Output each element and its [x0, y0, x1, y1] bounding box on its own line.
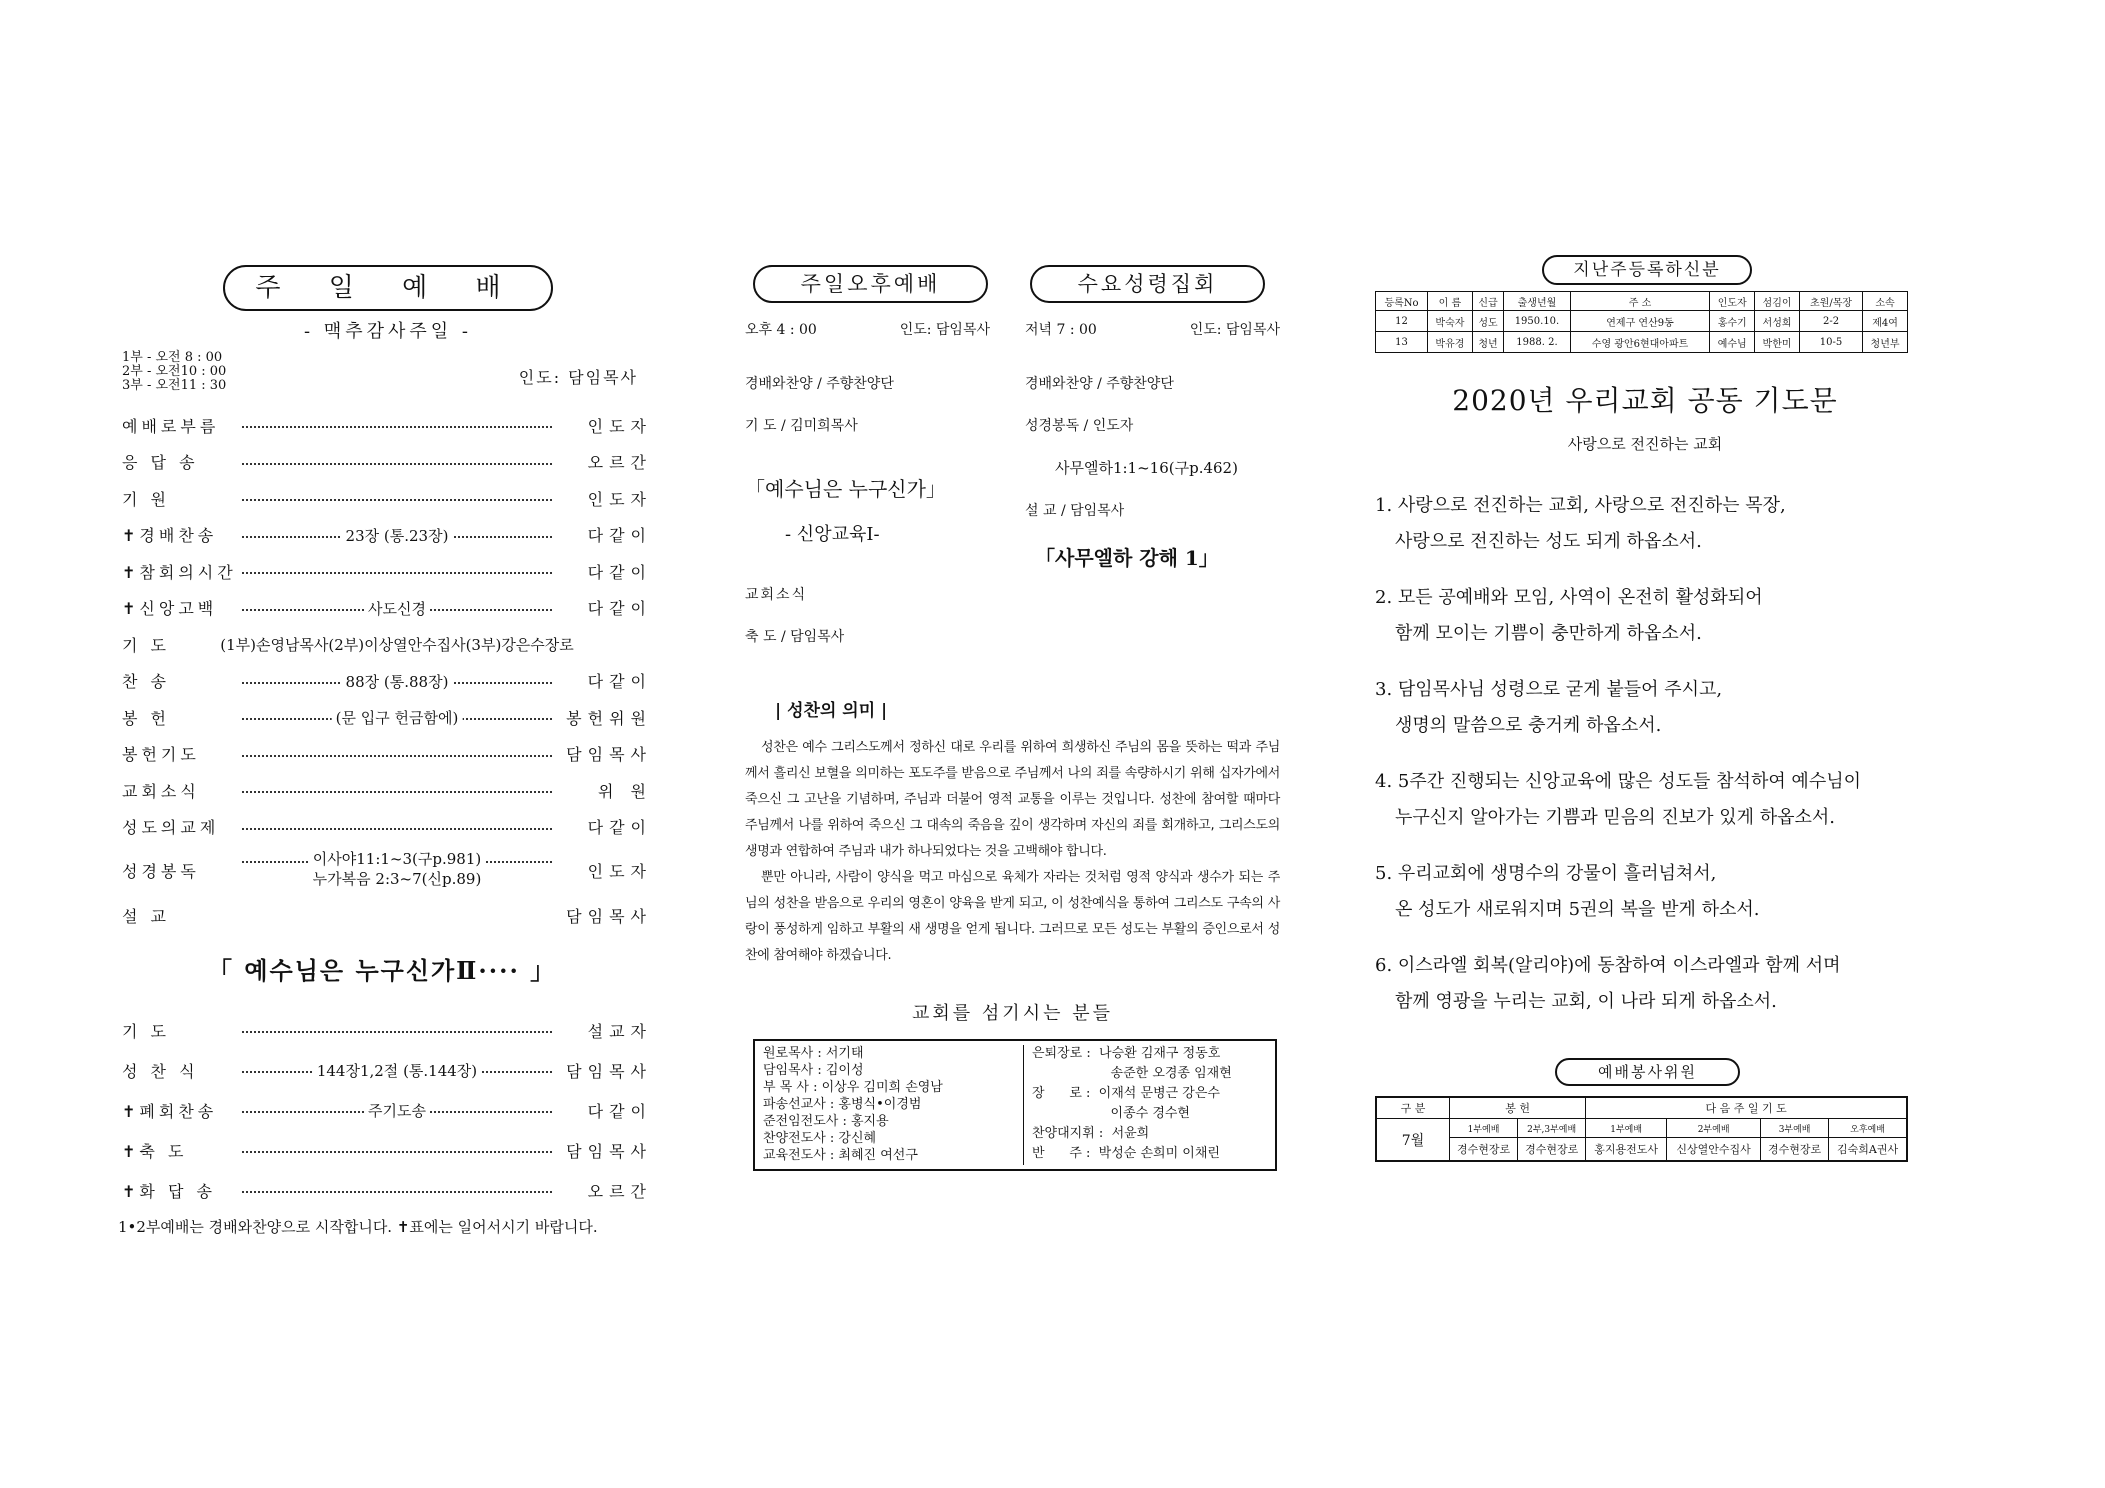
pm-praise: 경배와찬양 / 주향찬양단 — [745, 376, 894, 392]
prayer-line: 온 성도가 새로워지며 5권의 복을 받게 하소서. — [1395, 899, 1760, 920]
newcomer-header-cell: 이 름 — [1428, 292, 1473, 311]
order-row — [122, 553, 652, 590]
duty-offering: 봉 헌 — [1450, 1097, 1586, 1119]
order-label: 설 교 — [122, 906, 170, 926]
wed-time: 저녁 7 : 00 — [1025, 322, 1097, 338]
newcomer-header-cell: 등록No — [1376, 292, 1428, 311]
order-row — [122, 1050, 652, 1090]
service-times — [122, 351, 226, 393]
wed-reading-ref: 사무엘하1:1~16(구p.462) — [1055, 459, 1238, 477]
order-who: 담임목사 — [566, 1141, 652, 1161]
wednesday-service-title: 수요성령집회 — [1030, 265, 1265, 303]
newcomer-cell: 성도 — [1472, 311, 1503, 332]
prayer-line: 생명의 말씀으로 충거케 하옵소서. — [1395, 715, 1662, 736]
wed-praise: 경배와찬양 / 주향찬양단 — [1025, 376, 1174, 392]
prayer-line: 누구신지 알아가는 기쁨과 믿음의 진보가 있게 하옵소서. — [1395, 807, 1835, 828]
order-dots — [242, 744, 552, 764]
order-dots — [242, 488, 552, 508]
middle-column — [745, 255, 1285, 1171]
pm-sermon-sub: - 신앙교육Ⅰ- — [785, 524, 880, 545]
pm-sermon-title: 「예수님은 누구신가」 — [745, 477, 946, 501]
reading-ref-1: 이사야11:1~3(구p.981) — [309, 848, 485, 869]
newcomer-cell: 1950.10. — [1504, 311, 1571, 332]
duty-sub-cell: 2부,3부예배 — [1518, 1119, 1586, 1138]
prayer-item — [1375, 672, 1935, 744]
order-who: 다같이 — [587, 1101, 652, 1121]
prayer-item — [1375, 764, 1935, 836]
order-label: 성도의교제 — [122, 818, 220, 838]
order-who: 봉헌위원 — [566, 708, 652, 728]
footnote: 1•2부예배는 경배와찬양으로 시작합니다. ✝표에는 일어서시기 바랍니다. — [118, 1218, 598, 1236]
order-who: 인도자 — [587, 489, 652, 509]
order-label: 봉 헌 — [122, 708, 170, 728]
staff-line: 교육전도사 : 최혜진 여선구 — [763, 1148, 918, 1163]
order-label: 교회소식 — [122, 781, 200, 801]
order-dots — [242, 707, 552, 727]
order-dots — [242, 525, 552, 545]
staff-line: 찬양대지휘 : 서윤희 — [1032, 1126, 1150, 1141]
order-dots — [242, 780, 552, 800]
order-dots — [242, 415, 552, 435]
duty-value-cell: 김숙희A권사 — [1829, 1138, 1907, 1162]
order-label: 찬 송 — [122, 672, 170, 692]
duty-sub-row — [1376, 1119, 1907, 1138]
order-label: ✝축 도 — [122, 1141, 188, 1161]
staff-line: 찬양전도사 : 강신혜 — [763, 1131, 877, 1146]
duty-category: 구 분 — [1376, 1097, 1450, 1119]
order-dots — [242, 850, 552, 890]
time-2: 2부 - 오전10 : 00 — [122, 364, 227, 379]
staff-line: 준전임전도사 : 홍지용 — [763, 1114, 889, 1129]
duty-sub-cell: 1부예배 — [1586, 1119, 1667, 1138]
duty-sub-cell: 3부예배 — [1761, 1119, 1829, 1138]
order-detail: 주기도송 — [364, 1100, 430, 1121]
staff-box — [753, 1039, 1277, 1171]
essay-paragraph: 뿐만 아니라, 사람이 양식을 먹고 마심으로 육체가 자라는 것처럼 영적 양식과 생수가 되는 주님의 성찬을 받음으로 우리의 영혼이 양육을 받게 되고, 이 성찬예식을 통하여 그리스도 구속의 사랑이 풍성하게 임하고 부활의 새 생명을 얻게 됩니다. 그러므로 모든 성도는 부활의 증인으로서 성찬에 참여해야 하겠습니다. — [745, 870, 1280, 963]
order-row — [122, 407, 652, 444]
prayer-list — [1375, 488, 1935, 1020]
staff-line: 부 목 사 : 이상우 김미희 손영남 — [763, 1080, 943, 1095]
prayer-line: 1. 사랑으로 전진하는 교회, 사랑으로 전진하는 목장, — [1375, 495, 1786, 516]
wed-sermon: 설 교 / 담임목사 — [1025, 503, 1125, 519]
staff-line: 은퇴장로 : 나승환 김재구 정동호 — [1032, 1046, 1221, 1061]
newcomer-cell: 수영 광안6현대아파트 — [1570, 332, 1710, 353]
order-row — [122, 626, 652, 663]
duty-value-row — [1376, 1138, 1907, 1162]
order-dots — [242, 671, 552, 691]
order-row — [122, 517, 652, 554]
order-detail: 23장 (통.23장) — [342, 525, 453, 546]
essay-title: | 성찬의 의미 | — [775, 701, 888, 721]
duty-value-cell: 경수현장로 — [1518, 1138, 1586, 1162]
staff-line: 원로목사 : 서기태 — [763, 1046, 864, 1061]
order-label: 봉헌기도 — [122, 745, 200, 765]
duty-table — [1375, 1096, 1908, 1162]
duty-value-cell: 경수현장로 — [1761, 1138, 1829, 1162]
newcomer-cell: 10-5 — [1799, 332, 1862, 353]
duty-title: 예배봉사위원 — [1555, 1058, 1740, 1086]
pm-blessing: 축 도 / 담임목사 — [745, 629, 845, 645]
newcomer-table — [1375, 291, 1908, 353]
prayer-line: 6. 이스라엘 회복(알리야)에 동참하여 이스라엘과 함께 서며 — [1375, 955, 1841, 976]
duty-value-cell: 홍지용전도사 — [1586, 1138, 1667, 1162]
right-column — [1375, 255, 1935, 1162]
order-detail: (문 입구 헌금함에) — [332, 707, 463, 728]
order-who: 다같이 — [587, 599, 652, 619]
order-row — [122, 736, 652, 773]
prayer-line: 4. 5주간 진행되는 신앙교육에 많은 성도들 참석하여 예수님이 — [1375, 771, 1861, 792]
order-label: 응 답 송 — [122, 453, 199, 473]
prayer-line: 함께 모이는 기쁨이 충만하게 하옵소서. — [1395, 623, 1702, 644]
newcomer-header-cell: 소속 — [1863, 292, 1908, 311]
wed-sermon-title: 「사무엘하 강해 1」 — [1035, 546, 1219, 570]
newcomer-row — [1376, 332, 1908, 353]
newcomer-cell: 13 — [1376, 332, 1428, 353]
order-row-reading — [118, 845, 652, 895]
order-of-worship-2 — [118, 1010, 652, 1210]
prayer-item — [1375, 488, 1935, 560]
order-who: 오르간 — [587, 453, 652, 473]
duty-sub-cell: 2부예배 — [1667, 1119, 1761, 1138]
order-detail: 88장 (통.88장) — [342, 671, 453, 692]
order-dots — [242, 817, 552, 837]
newcomer-row — [1376, 311, 1908, 332]
order-who: 오르간 — [587, 1181, 652, 1201]
pm-news: 교회소식 — [745, 587, 808, 603]
order-row — [122, 663, 652, 700]
newcomer-header-cell: 인도자 — [1710, 292, 1755, 311]
order-who: 인도자 — [587, 861, 652, 881]
pm-time: 오후 4 : 00 — [745, 322, 817, 338]
left-column — [118, 255, 658, 1237]
order-dots — [242, 1140, 552, 1160]
order-who: 담임목사 — [566, 745, 652, 765]
order-row — [122, 480, 652, 517]
staff-line: 담임목사 : 김이성 — [763, 1063, 864, 1078]
order-row — [122, 699, 652, 736]
order-label: 기 도 — [122, 1021, 170, 1041]
order-who: 다같이 — [587, 526, 652, 546]
staff-line: 장 로 : 이재석 문병근 강은수 — [1032, 1086, 1220, 1101]
order-row — [122, 444, 652, 481]
newcomer-header-cell: 신급 — [1472, 292, 1503, 311]
duty-sub-cell: 1부예배 — [1450, 1119, 1518, 1138]
pm-leader: 인도: 담임목사 — [899, 322, 990, 338]
staff-line: 이종수 경수현 — [1032, 1106, 1190, 1121]
newcomer-cell: 박한미 — [1755, 332, 1800, 353]
order-label: ✝신앙고백 — [122, 599, 218, 619]
staff-left-list — [755, 1045, 1024, 1165]
sermon-title: 「 예수님은 누구신가Ⅱ···· 」 — [208, 956, 557, 985]
order-dots — [220, 634, 574, 655]
order-row — [122, 1170, 652, 1210]
order-label: 예배로부름 — [122, 416, 220, 436]
order-label: 기 도 — [122, 635, 170, 655]
wed-reading: 성경봉독 / 인도자 — [1025, 418, 1134, 434]
order-label: ✝화 답 송 — [122, 1181, 216, 1201]
duty-value-cell: 신상열안수집사 — [1667, 1138, 1761, 1162]
pm-prayer: 기 도 / 김미희목사 — [745, 418, 858, 434]
order-who: 다같이 — [587, 562, 652, 582]
newcomer-cell: 1988. 2. — [1504, 332, 1571, 353]
newcomer-header-cell: 주 소 — [1570, 292, 1710, 311]
prayer-line: 함께 영광을 누리는 교회, 이 나라 되게 하옵소서. — [1395, 991, 1777, 1012]
duty-value-cell: 경수현장로 — [1450, 1138, 1518, 1162]
order-label: ✝폐회찬송 — [122, 1101, 218, 1121]
order-dots — [242, 1020, 552, 1040]
order-row — [122, 590, 652, 627]
order-row-sermon — [118, 895, 652, 935]
order-who: 설교자 — [587, 1021, 652, 1041]
newcomer-cell: 청년부 — [1863, 332, 1908, 353]
afternoon-service-title: 주일오후예배 — [753, 265, 988, 303]
order-who: 인도자 — [587, 416, 652, 436]
newcomer-cell: 제4여 — [1863, 311, 1908, 332]
newcomer-cell: 예수님 — [1710, 332, 1755, 353]
newcomer-header-cell: 출생년월 — [1504, 292, 1571, 311]
service-leader: 인도: 담임목사 — [518, 368, 638, 387]
newcomer-cell: 서성희 — [1755, 311, 1800, 332]
order-who: 위 원 — [598, 781, 652, 801]
newcomer-table-header — [1376, 292, 1908, 311]
order-of-worship — [118, 407, 652, 845]
duty-header-row — [1376, 1097, 1907, 1119]
staff-line: 파송선교사 : 홍병식•이경범 — [763, 1097, 922, 1112]
newcomer-cell: 박숙자 — [1428, 311, 1473, 332]
newcomer-cell: 홍수기 — [1710, 311, 1755, 332]
newcomer-cell: 연제구 연산9동 — [1570, 311, 1710, 332]
newcomer-cell: 박유경 — [1428, 332, 1473, 353]
duty-sub-cell: 오후예배 — [1829, 1119, 1907, 1138]
order-label: ✝참회의시간 — [122, 562, 237, 582]
order-row — [122, 809, 652, 846]
order-row — [122, 1010, 652, 1050]
order-dots — [242, 452, 552, 472]
order-who: 다같이 — [587, 818, 652, 838]
prayer-line: 2. 모든 공예배와 모임, 사역이 온전히 활성화되어 — [1375, 587, 1763, 608]
sunday-service-title: 주 일 예 배 — [223, 265, 553, 311]
order-who: 담임목사 — [566, 906, 652, 926]
order-dots — [242, 1180, 552, 1200]
order-detail: 사도신경 — [364, 598, 430, 619]
time-3: 3부 - 오전11 : 30 — [122, 378, 227, 393]
order-dots — [242, 561, 552, 581]
newcomer-header-cell: 섬김이 — [1755, 292, 1800, 311]
essay-body — [745, 735, 1280, 969]
order-label: 기 원 — [122, 489, 170, 509]
staff-title: 교회를 섬기시는 분들 — [912, 1003, 1113, 1024]
prayer-subtitle: 사랑으로 전진하는 교회 — [1567, 435, 1723, 453]
order-dots — [242, 1060, 552, 1080]
duty-month: 7월 — [1376, 1119, 1450, 1162]
newcomer-title: 지난주등록하신분 — [1542, 255, 1752, 285]
prayer-item — [1375, 856, 1935, 928]
order-row — [122, 1090, 652, 1130]
order-detail: (1부)손영남목사(2부)이상열안수집사(3부)강은수장로 — [216, 634, 578, 655]
prayer-item — [1375, 948, 1935, 1020]
newcomer-header-cell: 초원/목장 — [1799, 292, 1862, 311]
order-dots — [242, 1100, 552, 1120]
order-detail: 144장1,2절 (통.144장) — [313, 1060, 481, 1081]
duty-next-prayer: 다 음 주 일 기 도 — [1586, 1097, 1907, 1119]
order-label: 성 찬 식 — [122, 1061, 199, 1081]
prayer-title: 2020년 우리교회 공동 기도문 — [1452, 384, 1838, 417]
order-who: 담임목사 — [566, 1061, 652, 1081]
prayer-line: 3. 담임목사님 성령으로 굳게 붙들어 주시고, — [1375, 679, 1723, 700]
order-label: 성경봉독 — [122, 861, 200, 881]
newcomer-cell: 2-2 — [1799, 311, 1862, 332]
prayer-line: 사랑으로 전진하는 성도 되게 하옵소서. — [1395, 531, 1702, 552]
order-dots — [242, 598, 552, 618]
staff-line: 반 주 : 박성순 손희미 이채린 — [1032, 1146, 1220, 1161]
order-row — [122, 772, 652, 809]
staff-right-list — [1024, 1045, 1275, 1165]
staff-line: 송준한 오경종 임재현 — [1032, 1066, 1232, 1081]
reading-ref-2: 누가복음 2:3~7(신p.89) — [309, 868, 486, 889]
essay-paragraph: 성찬은 예수 그리스도께서 정하신 대로 우리를 위하여 희생하신 주님의 몸을 뜻하는 떡과 주님께서 흘리신 보혈을 의미하는 포도주를 받음으로 주님께서 나의 죄를 속량하시기 위해 십자가에서 죽으신 그 고난을 기념하며, 주님과 더불어 영적 교통을 이루는 것입니다. 성찬에 참여할 때마다 주님께서 나를 위하여 죽으신 그 대속의 죽음을 깊이 생각하며 자신의 죄를 회개하고, 그리스도의 생명과 연합하여 주님과 내가 하나되었다는 것을 고백해야 합니다. — [745, 740, 1280, 859]
sunday-subtitle: - 맥추감사주일 - — [304, 321, 472, 342]
wed-leader: 인도: 담임목사 — [1189, 322, 1280, 338]
order-who: 다같이 — [587, 672, 652, 692]
prayer-line: 5. 우리교회에 생명수의 강물이 흘러넘쳐서, — [1375, 863, 1717, 884]
newcomer-cell: 청년 — [1472, 332, 1503, 353]
order-label: ✝경배찬송 — [122, 526, 218, 546]
time-1: 1부 - 오전 8 : 00 — [122, 350, 223, 365]
order-row — [122, 1130, 652, 1170]
prayer-item — [1375, 580, 1935, 652]
newcomer-cell: 12 — [1376, 311, 1428, 332]
